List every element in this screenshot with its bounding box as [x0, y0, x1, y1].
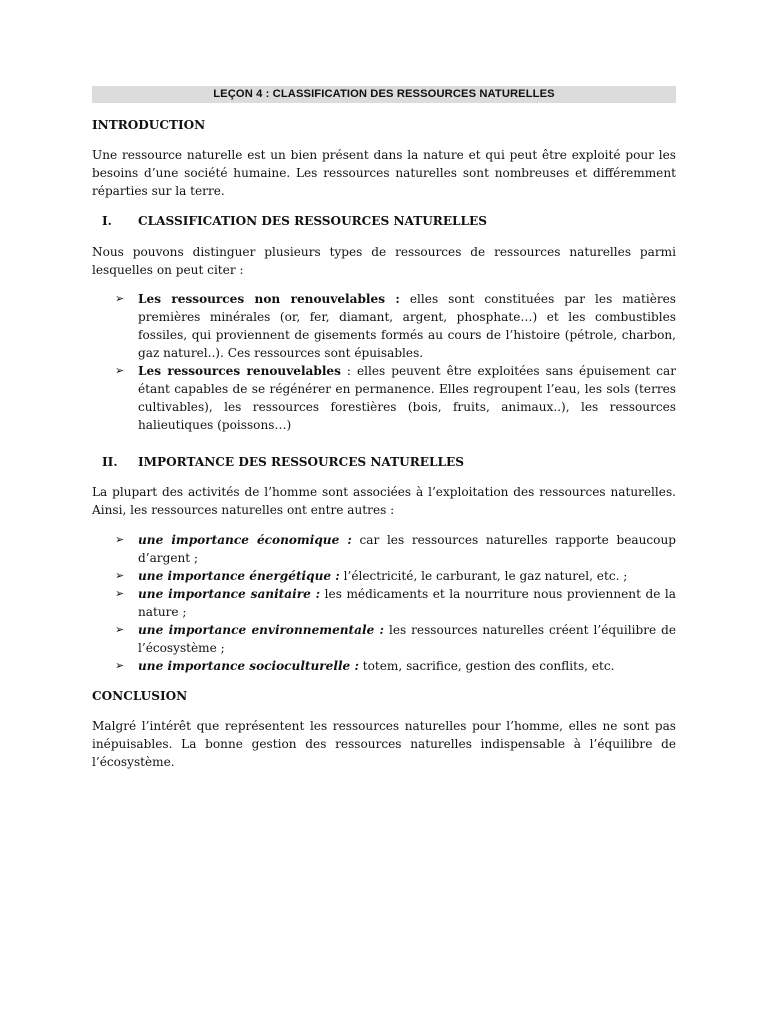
list-item-text: l’électricité, le carburant, le gaz naturel, etc. ;	[339, 569, 628, 583]
arrow-bullet-icon: ➢	[115, 623, 125, 636]
section-2-number: II.	[102, 455, 118, 469]
list-item-term: une importance socioculturelle :	[138, 659, 359, 673]
arrow-bullet-icon: ➢	[115, 587, 125, 600]
arrow-bullet-icon: ➢	[115, 364, 125, 377]
list-item	[92, 362, 676, 434]
list-item-term: une importance énergétique :	[138, 569, 340, 583]
section-1-title: CLASSIFICATION DES RESSOURCES NATURELLES	[138, 214, 488, 228]
section-2-intro: La plupart des activités de l’homme sont associées à l’exploitation des ressources naturelles. Ainsi, les ressources naturelles ont entre autres :	[92, 485, 676, 517]
section-2-title: IMPORTANCE DES RESSOURCES NATURELLES	[138, 455, 464, 469]
resource-types-list	[92, 290, 676, 434]
introduction-heading: INTRODUCTION	[92, 118, 206, 132]
list-item-text: elles sont constituées par les matières premières minérales (or, fer, diamant, argent, phosphate…) et les combustibles fossiles, qui proviennent de gisements formés au cours de l’histoire (pétrole, charbon, gaz naturel..). Ces ressources sont épuisables.	[138, 292, 677, 360]
list-item-text: car les ressources naturelles rapporte beaucoup d’argent ;	[138, 533, 676, 565]
lesson-title: LEÇON 4 : CLASSIFICATION DES RESSOURCES NATURELLES	[92, 86, 676, 103]
list-item	[92, 621, 676, 657]
list-item-text: totem, sacrifice, gestion des conflits, etc.	[358, 659, 615, 673]
arrow-bullet-icon: ➢	[115, 533, 125, 546]
conclusion-paragraph: Malgré l’intérêt que représentent les ressources naturelles pour l’homme, elles ne sont pas inépuisables. La bonne gestion des ressources naturelles indispensable à l’équilibre de l’écosystème.	[92, 719, 676, 769]
arrow-bullet-icon: ➢	[115, 659, 125, 672]
list-item-term: Les ressources renouvelables	[138, 364, 341, 378]
list-item-term: une importance économique :	[138, 533, 352, 547]
arrow-bullet-icon: ➢	[115, 292, 125, 305]
list-item-text: les ressources naturelles créent l’équilibre de l’écosystème ;	[138, 623, 676, 655]
list-item	[92, 290, 676, 362]
list-item-text: : elles peuvent être exploitées sans épuisement car étant capables de se régénérer en permanence. Elles regroupent l’eau, les sols (terres cultivables), les ressources forestières (bois, fruits, animaux..), les ressources halieutiques (poissons…)	[138, 364, 676, 432]
list-item-term: une importance environnementale :	[138, 623, 385, 637]
list-item-term: une importance sanitaire :	[138, 587, 321, 601]
introduction-paragraph: Une ressource naturelle est un bien présent dans la nature et qui peut être exploité pour les besoins d’une société humaine. Les ressources naturelles sont nombreuses et différemment réparties sur la terre.	[92, 148, 676, 198]
list-item-text: les médicaments et la nourriture nous proviennent de la nature ;	[138, 587, 676, 619]
list-item-term: Les ressources non renouvelables :	[138, 292, 400, 306]
section-1-number: I.	[102, 214, 112, 228]
importance-list	[92, 531, 676, 675]
section-1-intro: Nous pouvons distinguer plusieurs types de ressources de ressources naturelles parmi lesquelles on peut citer :	[92, 245, 676, 277]
list-item	[92, 531, 676, 567]
arrow-bullet-icon: ➢	[115, 569, 125, 582]
list-item	[92, 567, 676, 585]
conclusion-heading: CONCLUSION	[92, 689, 188, 703]
list-item	[92, 657, 676, 675]
list-item	[92, 585, 676, 621]
